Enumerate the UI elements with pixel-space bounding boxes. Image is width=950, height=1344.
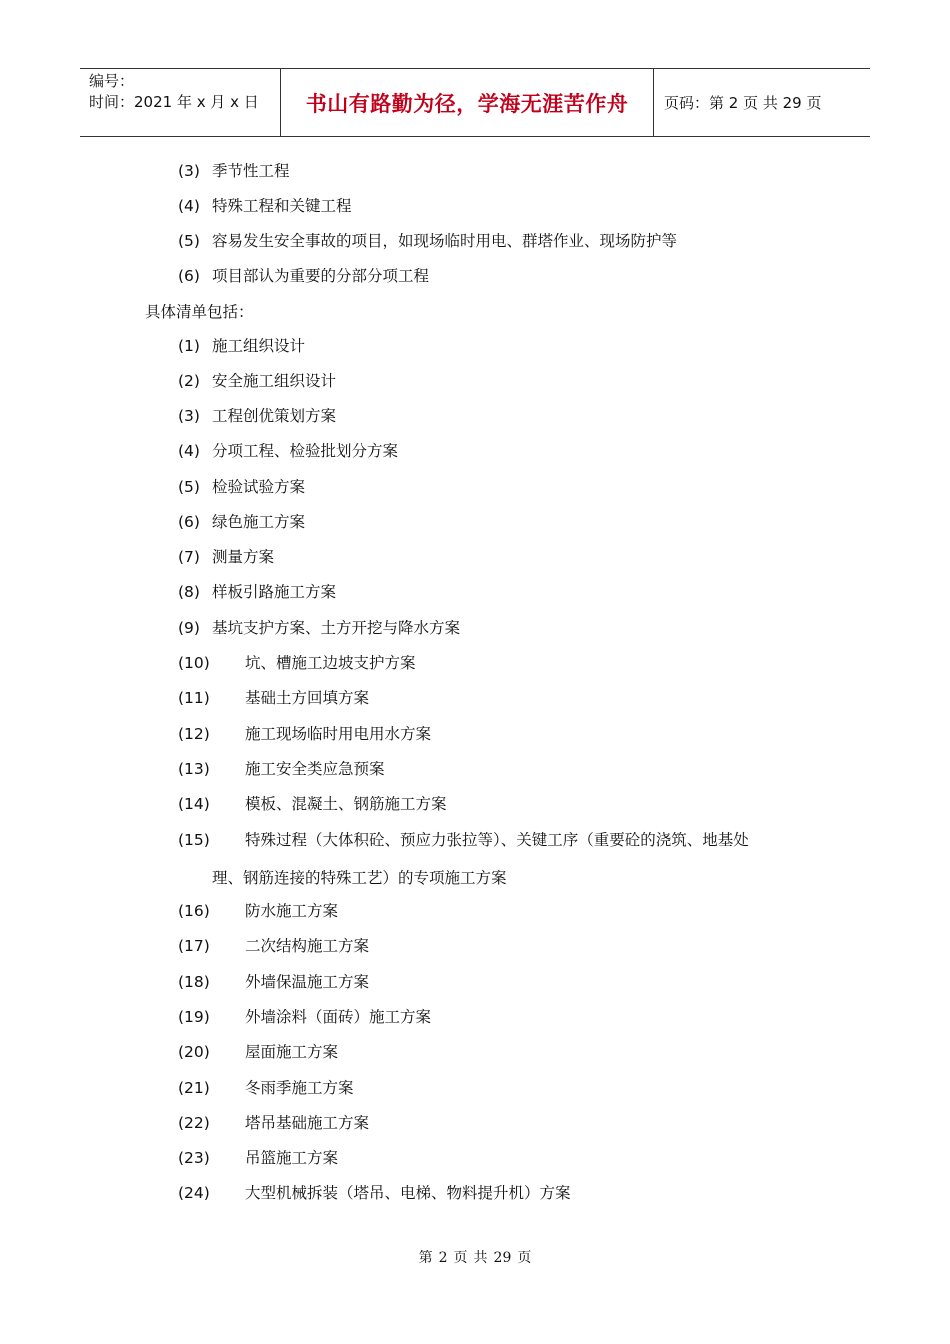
document-number-label: 编号： (89, 72, 135, 90)
footer-page-prefix: 第 (418, 1250, 433, 1266)
list-item-text: 模板、混凝土、钢筋施工方案 (245, 795, 447, 813)
list-item-number: (5) (178, 478, 200, 496)
list-item-text: 施工现场临时用电用水方案 (245, 725, 432, 743)
list-item-number: (20) (178, 1043, 210, 1061)
intro-item-text: 季节性工程 (212, 162, 290, 180)
list-item-number: (12) (178, 725, 210, 743)
list-item-number: (14) (178, 795, 210, 813)
list-item-number: (9) (178, 619, 200, 637)
list-item-number: (1) (178, 337, 200, 355)
list-item-number: (4) (178, 442, 200, 460)
list-item-text: 分项工程、检验批划分方案 (212, 442, 399, 460)
document-date: 时间：2021 年 x 月 x 日 (89, 93, 259, 111)
list-heading: 具体清单包括： (145, 303, 254, 321)
list-item-text: 吊篮施工方案 (245, 1149, 339, 1167)
intro-item-text: 项目部认为重要的分部分项工程 (212, 267, 430, 285)
list-item-number: (19) (178, 1008, 210, 1026)
list-item-text: 防水施工方案 (245, 902, 339, 920)
list-item-text: 安全施工组织设计 (212, 372, 337, 390)
list-item-number: (16) (178, 902, 210, 920)
list-item-text: 测量方案 (212, 548, 275, 566)
list-item-number: (18) (178, 973, 210, 991)
list-item-text: 施工安全类应急预案 (245, 760, 385, 778)
list-item-text: 塔吊基础施工方案 (245, 1114, 370, 1132)
header-page-info-cell (654, 69, 870, 136)
footer-total-unit: 页 (517, 1250, 532, 1266)
list-item-text: 坑、槽施工边坡支护方案 (245, 654, 416, 672)
list-item-text: 样板引路施工方案 (212, 583, 337, 601)
list-item-text: 基础土方回填方案 (245, 689, 370, 707)
list-item-number: (15) (178, 831, 210, 849)
list-item-number: (11) (178, 689, 210, 707)
list-item-text: 特殊过程（大体积砼、预应力张拉等）、关键工序（重要砼的浇筑、地基处 (245, 831, 749, 849)
list-item-text-continuation: 理、钢筋连接的特殊工艺）的专项施工方案 (212, 869, 507, 887)
intro-item-text: 容易发生安全事故的项目，如现场临时用电、群塔作业、现场防护等 (212, 232, 678, 250)
header-motto-cell (281, 69, 654, 136)
list-item-number: (17) (178, 937, 210, 955)
list-item-text: 检验试验方案 (212, 478, 306, 496)
intro-item-number: (5) (178, 232, 200, 250)
list-item-number: (3) (178, 407, 200, 425)
header-page-info: 页码：第 2 页 共 29 页 (664, 94, 822, 112)
list-item-number: (13) (178, 760, 210, 778)
list-item-text: 施工组织设计 (212, 337, 306, 355)
list-item-text: 工程创优策划方案 (212, 407, 337, 425)
list-item-number: (10) (178, 654, 210, 672)
page-header (80, 68, 870, 137)
list-item-number: (21) (178, 1079, 210, 1097)
list-item-number: (6) (178, 513, 200, 531)
intro-item-number: (3) (178, 162, 200, 180)
footer-page-total: 29 (493, 1250, 512, 1266)
footer-total-prefix: 共 (473, 1250, 488, 1266)
list-item-number: (24) (178, 1184, 210, 1202)
list-item-text: 冬雨季施工方案 (245, 1079, 354, 1097)
list-item-number: (2) (178, 372, 200, 390)
list-item-text: 外墙保温施工方案 (245, 973, 370, 991)
list-item-number: (22) (178, 1114, 210, 1132)
list-item-text: 屋面施工方案 (245, 1043, 339, 1061)
list-item-text: 基坑支护方案、土方开挖与降水方案 (212, 619, 461, 637)
intro-item-number: (6) (178, 267, 200, 285)
list-item-number: (8) (178, 583, 200, 601)
list-item-text: 二次结构施工方案 (245, 937, 370, 955)
footer-page-unit: 页 (453, 1250, 468, 1266)
page-footer (0, 1247, 950, 1267)
list-item-text: 大型机械拆装（塔吊、电梯、物料提升机）方案 (245, 1184, 571, 1202)
list-item-number: (7) (178, 548, 200, 566)
header-meta (80, 69, 281, 136)
footer-page-current: 2 (438, 1250, 448, 1266)
list-item-text: 绿色施工方案 (212, 513, 306, 531)
intro-item-number: (4) (178, 197, 200, 215)
list-item-number: (23) (178, 1149, 210, 1167)
intro-item-text: 特殊工程和关键工程 (212, 197, 352, 215)
list-item-text: 外墙涂料（面砖）施工方案 (245, 1008, 432, 1026)
header-motto: 书山有路勤为径，学海无涯苦作舟 (305, 91, 629, 116)
